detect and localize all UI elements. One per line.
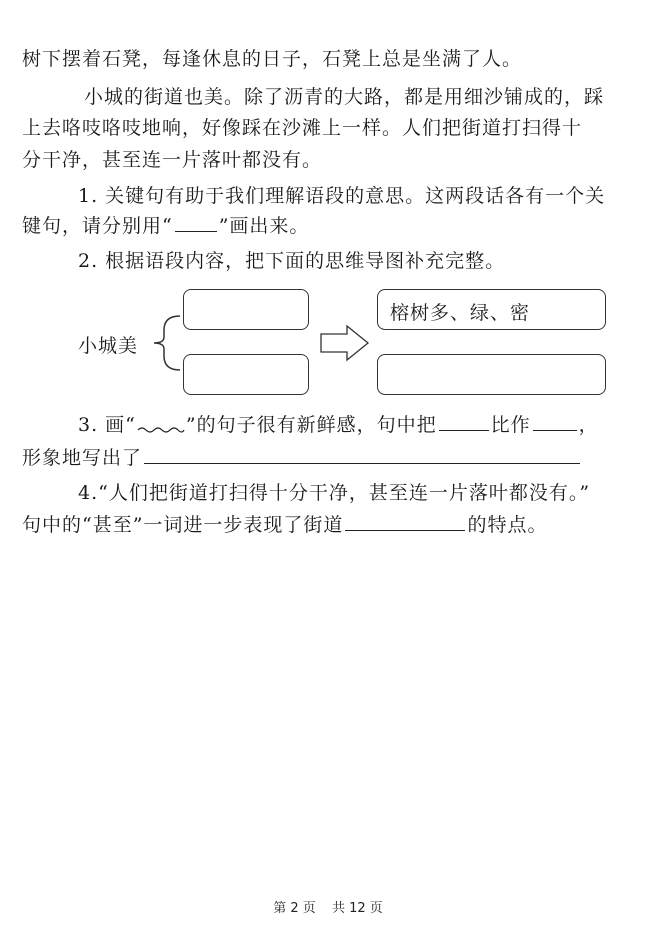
brace-shape xyxy=(154,316,180,370)
passage-line-3: 上去咯吱咯吱地响，好像踩在沙滩上一样。人们把街道打扫得十 xyxy=(22,117,583,139)
total-pages: 共 12 页 xyxy=(331,901,383,916)
mindmap-right-top-text: 榕树多、绿、密 xyxy=(390,302,531,324)
question-1-line-2: 键句，请分别用“ ”画出来。 xyxy=(22,215,310,237)
passage-line-2: 小城的街道也美。除了沥青的大路，都是用细沙铺成的，踩 xyxy=(84,86,605,108)
mindmap-right-top-box xyxy=(377,289,606,330)
q3-blank-describes[interactable] xyxy=(144,445,580,464)
page-number: 第 2 页 xyxy=(273,901,316,916)
passage-line-1: 树下摆着石凳，每逢休息的日子，石凳上总是坐满了人。 xyxy=(22,48,523,70)
mindmap-left-bottom-box[interactable] xyxy=(183,354,309,395)
question-4-line-2: 句中的“甚至”一词进一步表现了街道 的特点。 xyxy=(22,514,548,536)
mindmap-root-label: 小城美 xyxy=(78,335,139,357)
question-3-line-1: 3. 画“ ”的句子很有新鲜感，句中把 比作 ， xyxy=(78,414,599,436)
question-3-line-2: 形象地写出了 xyxy=(22,443,656,473)
mindmap-left-top-box[interactable] xyxy=(183,289,309,330)
page-footer xyxy=(0,897,656,916)
passage-line-4: 分干净，甚至连一片落叶都没有。 xyxy=(22,149,323,171)
q3-blank-compared-to[interactable] xyxy=(533,412,577,431)
question-2-text: 2. 根据语段内容，把下面的思维导图补充完整。 xyxy=(78,250,506,272)
q4-blank-feature[interactable] xyxy=(345,512,465,531)
q3-blank-subject[interactable] xyxy=(439,412,489,431)
arrow-shape xyxy=(321,326,368,360)
question-1-line-1: 1. 关键句有助于我们理解语段的意思。这两段话各有一个关 xyxy=(78,185,606,207)
question-4-line-1: 4.“人们把街道打扫得十分干净，甚至连一片落叶都没有。” xyxy=(78,482,591,504)
mindmap-right-bottom-box[interactable] xyxy=(377,354,606,395)
wavy-underline-sample xyxy=(136,413,186,431)
